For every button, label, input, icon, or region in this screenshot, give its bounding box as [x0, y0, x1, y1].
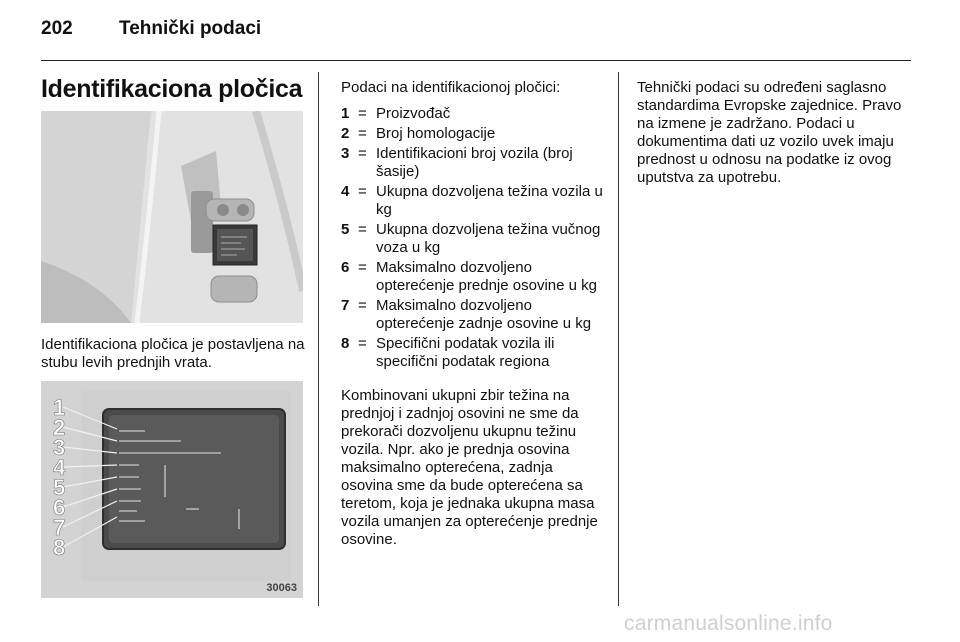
legend-item [341, 145, 603, 181]
id-plate-illustration [41, 381, 303, 598]
legend-equals: = [358, 335, 367, 352]
legend-item [341, 335, 603, 371]
callout-3: 3 [53, 435, 66, 460]
callout-2: 2 [53, 415, 66, 440]
legend-item [341, 105, 603, 123]
column-divider-2 [618, 72, 619, 606]
id-plate-photo [41, 381, 303, 598]
legend-number: 6 [341, 259, 350, 276]
page-header [41, 18, 911, 46]
callout-6: 6 [53, 495, 66, 520]
column-left [41, 72, 303, 106]
section-title: Identifikaciona pločica [41, 75, 303, 103]
legend-equals: = [358, 105, 367, 122]
legend-number: 4 [341, 183, 350, 200]
legend-text: Broj homologacije [376, 125, 496, 142]
legend-list [341, 105, 603, 371]
column-middle [341, 79, 603, 549]
header-divider [41, 60, 911, 61]
legend-text: Maksimalno dozvoljeno opterećenje prednje osovine u kg [376, 259, 597, 294]
legend-item [341, 297, 603, 333]
figure-reference: 30063 [266, 582, 297, 594]
legend-equals: = [358, 125, 367, 142]
page-number: 202 [41, 18, 73, 39]
legend-item [341, 259, 603, 295]
legend-item [341, 221, 603, 257]
legend-item [341, 125, 603, 143]
legend-text: Maksimalno dozvoljeno opterećenje zadnje osovine u kg [376, 297, 592, 332]
legend-equals: = [358, 145, 367, 162]
legend-text: Ukupna dozvoljena težina vozila u kg [376, 183, 603, 218]
legend-number: 7 [341, 297, 350, 314]
legend-number: 1 [341, 105, 350, 122]
watermark: carmanualsonline.info [624, 612, 833, 635]
door-pillar-illustration [41, 111, 303, 323]
legend-text: Proizvođač [376, 105, 451, 122]
legend-text: Identifikacioni broj vozila (broj šasije) [376, 145, 573, 180]
technical-data-paragraph: Tehnički podaci su određeni saglasno standardima Evropske zajednice. Pravo na izmene je zadržano. Podaci u dokumentima dati uz vozilo uvek imaju prednost u odnosu na podatke iz ovog uputstva za upotrebu. [637, 79, 902, 186]
door-pillar-photo [41, 111, 303, 323]
photo-caption: Identifikaciona pločica je postavljena na stubu levih prednjih vrata. [41, 336, 305, 371]
column-right [637, 79, 905, 187]
legend-intro: Podaci na identifikacionoj pločici: [341, 79, 561, 96]
legend-text: Specifični podatak vozila ili specifični podatak regiona [376, 335, 555, 370]
callout-4: 4 [53, 455, 66, 480]
legend-number: 3 [341, 145, 350, 162]
header-title: Tehnički podaci [119, 18, 262, 39]
legend-item [341, 183, 603, 219]
callout-8: 8 [53, 535, 66, 560]
column-divider-1 [318, 72, 319, 606]
legend-text: Ukupna dozvoljena težina vučnog voza u kg [376, 221, 601, 256]
legend-equals: = [358, 221, 367, 238]
legend-number: 2 [341, 125, 350, 142]
legend-equals: = [358, 297, 367, 314]
callout-1: 1 [53, 395, 66, 420]
legend-number: 5 [341, 221, 350, 238]
legend-number: 8 [341, 335, 350, 352]
legend-equals: = [358, 183, 367, 200]
callout-7: 7 [53, 515, 66, 540]
legend-equals: = [358, 259, 367, 276]
axle-load-paragraph: Kombinovani ukupni zbir težina na prednjoj i zadnjoj osovini ne sme da prekorači dozvoljenu ukupnu težinu vozila. Npr. ako je prednja osovina maksimalno opterećena, zadnja osovina sme da bude opterećena sa teretom, koja je jednaka ukupna masa vozila umanjen za opterećenje prednje osovine. [341, 387, 598, 548]
callout-5: 5 [53, 475, 66, 500]
